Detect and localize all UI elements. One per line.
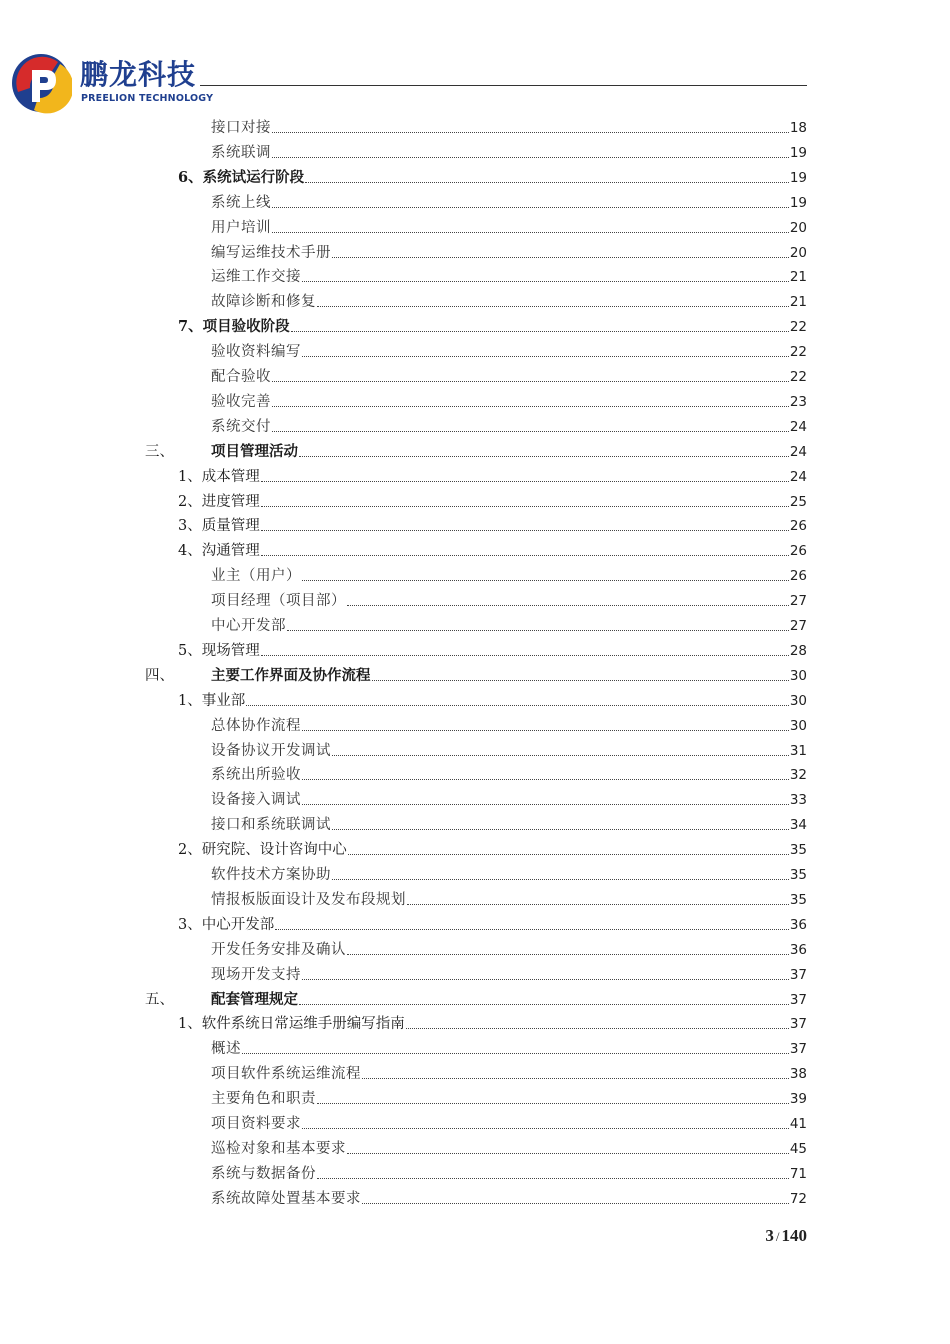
toc-dot-leader bbox=[302, 729, 789, 731]
toc-subsection-entry[interactable] bbox=[211, 189, 807, 213]
toc-dot-leader bbox=[347, 1152, 789, 1154]
toc-page-number: 37 bbox=[789, 1016, 807, 1033]
toc-dot-leader bbox=[332, 828, 789, 830]
toc-dot-leader bbox=[302, 1127, 789, 1129]
toc-entry-label: 3、中心开发部 bbox=[178, 916, 275, 933]
toc-page-number: 20 bbox=[789, 219, 807, 236]
page-number bbox=[700, 1226, 807, 1246]
toc-dot-leader bbox=[261, 654, 789, 656]
toc-dot-leader bbox=[302, 778, 789, 780]
toc-subsection-entry[interactable] bbox=[211, 761, 807, 785]
toc-entry-label: 1、软件系统日常运维手册编写指南 bbox=[178, 1016, 405, 1033]
toc-entry-label: 接口和系统联调试 bbox=[211, 817, 331, 834]
toc-page-number: 71 bbox=[789, 1165, 807, 1182]
toc-chapter-entry[interactable] bbox=[145, 438, 807, 462]
toc-page-number: 27 bbox=[789, 618, 807, 634]
toc-chapter-number: 五、 bbox=[145, 991, 174, 1008]
brand-name-chinese: 鹏龙科技 bbox=[80, 58, 197, 91]
toc-subsection-entry[interactable] bbox=[211, 861, 807, 885]
toc-page-number: 22 bbox=[789, 344, 807, 361]
toc-dot-leader bbox=[302, 579, 789, 581]
page-header bbox=[0, 0, 950, 120]
toc-dot-leader bbox=[272, 231, 789, 233]
toc-entry-label: 2、进度管理 bbox=[178, 493, 260, 510]
toc-entry-label: 7、项目验收阶段 bbox=[178, 318, 290, 336]
toc-subsection-entry[interactable] bbox=[211, 263, 807, 287]
toc-chapter-number: 三、 bbox=[145, 443, 174, 460]
toc-page-number: 36 bbox=[789, 916, 807, 933]
header-divider bbox=[200, 85, 807, 86]
toc-subsection-entry[interactable] bbox=[211, 587, 807, 611]
toc-subsection-entry[interactable] bbox=[211, 936, 807, 960]
toc-subsection-entry[interactable] bbox=[211, 388, 807, 412]
toc-page-number: 45 bbox=[789, 1140, 807, 1157]
toc-entry-label: 故障诊断和修复 bbox=[211, 294, 316, 311]
toc-subsection-entry[interactable] bbox=[211, 1085, 807, 1109]
toc-page-number: 37 bbox=[789, 966, 807, 983]
toc-entry-label: 设备接入调试 bbox=[211, 792, 301, 809]
toc-subsection-entry[interactable] bbox=[211, 1185, 807, 1209]
toc-entry-label: 运维工作交接 bbox=[211, 269, 301, 286]
toc-page-number: 24 bbox=[789, 468, 807, 485]
toc-entry-label: 用户培训 bbox=[211, 219, 271, 236]
toc-entry-label: 主要工作界面及协作流程 bbox=[211, 666, 371, 684]
toc-dot-leader bbox=[299, 455, 789, 457]
toc-subsection-entry[interactable] bbox=[211, 612, 807, 636]
toc-page-number: 19 bbox=[789, 194, 807, 211]
toc-subsection-entry[interactable] bbox=[211, 288, 807, 312]
toc-entry-label: 5、现场管理 bbox=[178, 642, 260, 659]
toc-dot-leader bbox=[347, 604, 789, 606]
toc-dot-leader bbox=[291, 330, 789, 332]
company-logo-icon bbox=[10, 52, 72, 114]
toc-page-number: 37 bbox=[789, 991, 807, 1008]
toc-dot-leader bbox=[272, 430, 789, 432]
toc-subsection-entry[interactable] bbox=[211, 961, 807, 985]
toc-page-number: 26 bbox=[789, 568, 807, 585]
toc-section-entry[interactable] bbox=[178, 637, 807, 661]
toc-dot-leader bbox=[317, 305, 789, 307]
toc-entry-label: 验收资料编写 bbox=[211, 344, 301, 361]
toc-dot-leader bbox=[317, 1177, 789, 1179]
toc-subsection-entry[interactable] bbox=[211, 1160, 807, 1184]
toc-entry-label: 项目软件系统运维流程 bbox=[211, 1066, 361, 1083]
toc-page-number: 31 bbox=[789, 742, 807, 759]
toc-page-number: 72 bbox=[789, 1190, 807, 1207]
toc-entry-label: 情报板版面设计及发布段规划 bbox=[211, 891, 406, 908]
toc-page-number: 24 bbox=[789, 418, 807, 435]
toc-dot-leader bbox=[348, 853, 789, 855]
toc-entry-label: 配合验收 bbox=[211, 369, 271, 385]
toc-section-entry[interactable] bbox=[178, 488, 807, 512]
toc-dot-leader bbox=[261, 529, 789, 531]
toc-subsection-entry[interactable] bbox=[211, 338, 807, 362]
toc-subsection-entry[interactable] bbox=[211, 811, 807, 835]
toc-entry-label: 设备协议开发调试 bbox=[211, 742, 331, 759]
toc-dot-leader bbox=[332, 878, 789, 880]
total-page-count: 140 bbox=[781, 1226, 807, 1245]
toc-section-entry[interactable] bbox=[178, 512, 807, 536]
toc-page-number: 38 bbox=[789, 1066, 807, 1083]
toc-subsection-entry[interactable] bbox=[211, 363, 807, 387]
toc-dot-leader bbox=[287, 629, 789, 631]
toc-page-number: 26 bbox=[789, 543, 807, 560]
toc-dot-leader bbox=[362, 1202, 789, 1204]
toc-entry-label: 系统上线 bbox=[211, 194, 271, 211]
toc-subsection-entry[interactable] bbox=[211, 1110, 807, 1134]
toc-section-entry[interactable] bbox=[178, 911, 807, 935]
toc-entry-label: 概述 bbox=[211, 1041, 241, 1058]
toc-subsection-entry[interactable] bbox=[211, 786, 807, 810]
toc-dot-leader bbox=[372, 679, 789, 681]
toc-entry-label: 系统与数据备份 bbox=[211, 1165, 316, 1182]
toc-entry-label: 项目资料要求 bbox=[211, 1116, 301, 1132]
toc-subsection-entry[interactable] bbox=[211, 114, 807, 138]
toc-entry-label: 1、事业部 bbox=[178, 692, 246, 709]
toc-page-number: 36 bbox=[789, 941, 807, 958]
toc-dot-leader bbox=[305, 181, 789, 183]
toc-dot-leader bbox=[246, 704, 789, 706]
toc-dot-leader bbox=[347, 953, 789, 955]
toc-section-entry[interactable] bbox=[178, 836, 807, 860]
toc-dot-leader bbox=[261, 505, 789, 507]
toc-subsection-entry[interactable] bbox=[211, 712, 807, 736]
toc-dot-leader bbox=[406, 1027, 789, 1029]
toc-page-number: 35 bbox=[789, 842, 807, 859]
toc-entry-label: 总体协作流程 bbox=[211, 717, 301, 734]
toc-page-number: 26 bbox=[789, 518, 807, 535]
toc-page-number: 37 bbox=[789, 1041, 807, 1058]
toc-page-number: 22 bbox=[789, 319, 807, 336]
toc-dot-leader bbox=[272, 206, 789, 208]
toc-entry-label: 软件技术方案协助 bbox=[211, 867, 331, 883]
toc-page-number: 19 bbox=[789, 169, 807, 186]
toc-entry-label: 6、系统试运行阶段 bbox=[178, 168, 305, 186]
toc-dot-leader bbox=[275, 928, 789, 930]
toc-section-entry[interactable] bbox=[178, 313, 807, 337]
toc-dot-leader bbox=[272, 131, 789, 133]
toc-entry-label: 系统出所验收 bbox=[211, 767, 301, 784]
toc-dot-leader bbox=[362, 1077, 789, 1079]
current-page-number: 3 bbox=[765, 1226, 774, 1245]
toc-entry-label: 主要角色和职责 bbox=[211, 1091, 316, 1108]
toc-entry-label: 编写运维技术手册 bbox=[211, 244, 331, 261]
toc-page-number: 25 bbox=[789, 493, 807, 510]
toc-subsection-entry[interactable] bbox=[211, 139, 807, 163]
toc-page-number: 21 bbox=[789, 294, 807, 311]
toc-dot-leader bbox=[302, 978, 789, 980]
toc-entry-label: 项目经理（项目部） bbox=[211, 593, 346, 610]
toc-entry-label: 接口对接 bbox=[211, 120, 271, 136]
toc-subsection-entry[interactable] bbox=[211, 1035, 807, 1059]
toc-section-entry[interactable] bbox=[178, 164, 807, 188]
toc-subsection-entry[interactable] bbox=[211, 886, 807, 910]
toc-page-number: 41 bbox=[789, 1116, 807, 1132]
toc-entry-label: 验收完善 bbox=[211, 393, 271, 410]
toc-subsection-entry[interactable] bbox=[211, 239, 807, 263]
toc-dot-leader bbox=[272, 156, 789, 158]
toc-entry-label: 中心开发部 bbox=[211, 618, 286, 634]
toc-subsection-entry[interactable] bbox=[211, 214, 807, 238]
toc-subsection-entry[interactable] bbox=[211, 562, 807, 586]
toc-dot-leader bbox=[272, 405, 789, 407]
toc-entry-label: 4、沟通管理 bbox=[178, 543, 260, 560]
toc-entry-label: 业主（用户） bbox=[211, 568, 301, 585]
toc-page-number: 35 bbox=[789, 867, 807, 883]
toc-page-number: 30 bbox=[789, 692, 807, 709]
toc-subsection-entry[interactable] bbox=[211, 1135, 807, 1159]
toc-dot-leader bbox=[407, 903, 789, 905]
toc-page-number: 23 bbox=[789, 393, 807, 410]
toc-subsection-entry[interactable] bbox=[211, 737, 807, 761]
toc-chapter-entry[interactable] bbox=[145, 662, 807, 686]
page-separator: / bbox=[775, 1229, 780, 1244]
toc-page-number: 27 bbox=[789, 593, 807, 610]
toc-page-number: 19 bbox=[789, 144, 807, 161]
toc-chapter-number: 四、 bbox=[145, 667, 174, 684]
toc-entry-label: 3、质量管理 bbox=[178, 518, 260, 535]
toc-dot-leader bbox=[242, 1052, 789, 1054]
toc-page-number: 30 bbox=[789, 667, 807, 684]
toc-dot-leader bbox=[302, 803, 789, 805]
toc-entry-label: 项目管理活动 bbox=[211, 442, 298, 460]
toc-page-number: 39 bbox=[789, 1091, 807, 1108]
toc-page-number: 20 bbox=[789, 244, 807, 261]
toc-chapter-entry[interactable] bbox=[145, 986, 807, 1010]
toc-entry-label: 现场开发支持 bbox=[211, 966, 301, 983]
toc-entry-label: 1、成本管理 bbox=[178, 468, 260, 485]
brand-name-english: PREELION TECHNOLOGY bbox=[81, 93, 214, 104]
toc-page-number: 24 bbox=[789, 443, 807, 460]
toc-entry-label: 系统故障处置基本要求 bbox=[211, 1190, 361, 1207]
toc-section-entry[interactable] bbox=[178, 537, 807, 561]
toc-page-number: 18 bbox=[789, 120, 807, 136]
toc-dot-leader bbox=[302, 355, 789, 357]
toc-page-number: 34 bbox=[789, 817, 807, 834]
toc-page-number: 35 bbox=[789, 891, 807, 908]
toc-entry-label: 配套管理规定 bbox=[211, 990, 298, 1008]
toc-page-number: 30 bbox=[789, 717, 807, 734]
toc-page-number: 32 bbox=[789, 767, 807, 784]
toc-dot-leader bbox=[261, 480, 789, 482]
toc-entry-label: 2、研究院、设计咨询中心 bbox=[178, 842, 347, 859]
toc-page-number: 21 bbox=[789, 269, 807, 286]
toc-entry-label: 系统联调 bbox=[211, 144, 271, 161]
toc-page-number: 22 bbox=[789, 369, 807, 385]
toc-dot-leader bbox=[332, 754, 789, 756]
toc-dot-leader bbox=[272, 380, 789, 382]
toc-subsection-entry[interactable] bbox=[211, 413, 807, 437]
toc-subsection-entry[interactable] bbox=[211, 1060, 807, 1084]
toc-dot-leader bbox=[317, 1102, 789, 1104]
toc-dot-leader bbox=[261, 554, 789, 556]
toc-entry-label: 系统交付 bbox=[211, 418, 271, 435]
toc-dot-leader bbox=[332, 256, 789, 258]
toc-section-entry[interactable] bbox=[178, 1010, 807, 1034]
toc-section-entry[interactable] bbox=[178, 463, 807, 487]
toc-page-number: 28 bbox=[789, 642, 807, 659]
toc-entry-label: 巡检对象和基本要求 bbox=[211, 1140, 346, 1157]
toc-entry-label: 开发任务安排及确认 bbox=[211, 941, 346, 958]
toc-section-entry[interactable] bbox=[178, 687, 807, 711]
toc-page-number: 33 bbox=[789, 792, 807, 809]
toc-dot-leader bbox=[302, 280, 789, 282]
toc-dot-leader bbox=[299, 1003, 789, 1005]
